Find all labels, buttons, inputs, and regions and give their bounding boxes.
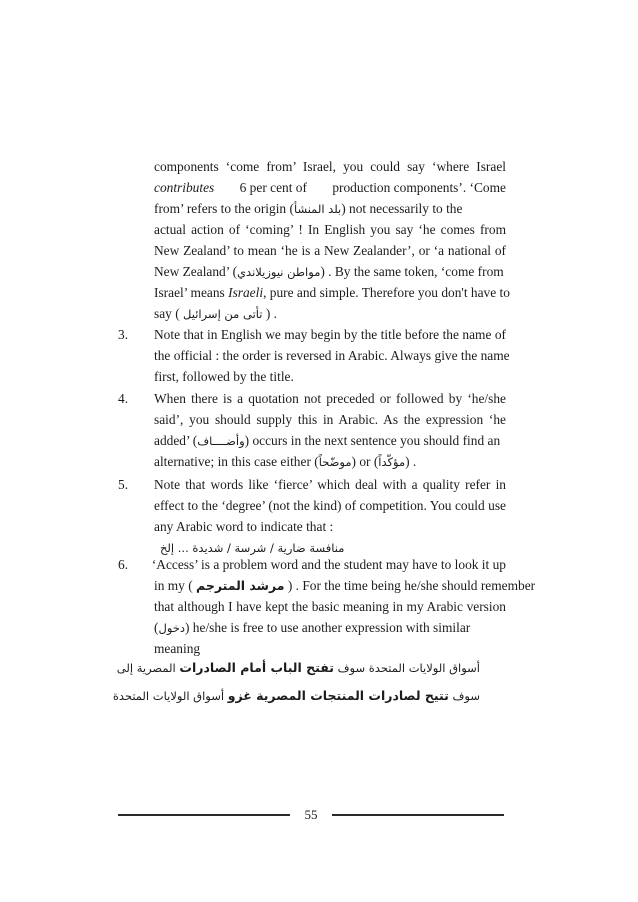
footer-rule-right [332,814,504,816]
list-item-4 [118,388,506,472]
list-item-5 [118,474,506,558]
arabic-fragment: أسواق الولايات المتحدة سوف [333,661,480,675]
italic-word: contributes [154,180,215,195]
page-footer [118,805,504,825]
text-line: any Arabic word to indicate that : [154,519,334,534]
list-item-3 [118,324,510,387]
page-number: 55 [304,807,318,822]
text-fragment: ) . For the time being he/she should remember [284,578,536,593]
text-line: actual action of ‘coming’ ! In English you say ‘he comes from [154,222,506,237]
arabic-fragment: سوف [448,689,480,703]
footer-rule-left [118,814,290,816]
text-line [118,430,506,451]
arabic-book-title: مرشد المترجم [196,578,285,593]
text-line: components ‘come from’ Israel, you could say ‘where Israel [154,159,506,174]
text-fragment [154,198,462,219]
text-line [118,451,506,472]
text-line [118,177,506,198]
text-fragment: from’ refers to the origin ( [154,201,294,216]
text-line: the official : the order is reversed in Arabic. Always give the name [154,348,510,363]
text-line [118,282,510,303]
text-line [118,261,506,282]
text-fragment: Note that in English we may begin by the title before the name of [154,327,506,342]
item-number: 5. [118,477,129,492]
text-fragment: ) he/she is free to use another expression with similar [185,620,471,635]
text-line [118,388,506,409]
arabic-sentences [112,654,480,710]
text-line: said’, you should supply this in Arabic. As the expression ‘he [154,412,506,427]
text-fragment: , pure and simple. Therefore you don't have to [263,285,510,300]
text-fragment: in my ( [154,578,197,593]
text-line: New Zealand’ to mean ‘he is a New Zealander’, or ‘a national of [154,243,506,258]
item-number: 4. [118,391,129,406]
arabic-term: تأتى من إسرائيل [183,307,263,321]
arabic-emphasis: تفتح الباب أمام الصادرات [179,660,334,675]
text-fragment: added’ ( [154,433,198,448]
text-fragment: ) . By the same token, ‘come from [320,264,504,279]
text-fragment: alternative; in this case either ( [154,454,319,469]
arabic-examples-text: منافسة ضارية / شرسة / شديدة ... إلخ [160,541,345,555]
text-line: effect to the ‘degree’ (not the kind) of competition. You could use [154,498,506,513]
continued-paragraph [118,156,510,324]
arabic-fragment: أسواق الولايات المتحدة [112,689,228,703]
text-fragment: ) or ( [351,454,379,469]
arabic-fragment: المصرية إلى [116,661,180,675]
text-fragment: ( [154,620,159,635]
text-line: that although I have kept the basic meaning in my Arabic version [154,599,506,614]
arabic-sentence-1 [116,654,480,682]
text-fragment: 6 per cent of [239,180,307,195]
list-item-6 [118,554,536,659]
text-fragment: When there is a quotation not preceded or followed by ‘he/she [154,391,506,406]
arabic-emphasis: تتيح لصادرات المنتجات المصرية غزو [227,688,449,703]
arabic-term: بلد المنشأ [293,202,342,216]
arabic-term: مؤكّداً [378,455,406,469]
text-line: meaning [154,641,201,656]
text-line [118,554,506,575]
text-fragment: ‘Access’ is a problem word and the student may have to look it up [151,557,506,572]
text-fragment: ) . [262,306,277,321]
arabic-term: موضّحاً [318,455,352,469]
arabic-term: دخول [158,621,185,635]
text-fragment: ) occurs in the next sentence you should find an [244,433,501,448]
italic-word: Israeli [228,285,264,300]
text-line [118,198,506,219]
item-number: 3. [118,327,129,342]
text-fragment: Note that words like ‘fierce’ which deal with a quality refer in [154,477,506,492]
item-number: 6. [118,557,129,572]
text-fragment: New Zealand’ ( [154,264,238,279]
arabic-term: مواطن نيوزيلاندي [237,265,321,279]
text-line [118,474,506,495]
text-fragment: ) . [405,454,417,469]
text-line [118,303,506,324]
text-fragment: production components’. ‘Come [332,180,506,195]
text-fragment: ) not necessarily to the [341,201,463,216]
text-fragment: say ( [154,306,184,321]
text-line [118,575,536,596]
text-fragment: Israel’ means [154,285,229,300]
text-line [118,617,506,638]
arabic-sentence-2 [112,682,480,710]
text-line: first, followed by the title. [154,369,294,384]
text-line [118,324,506,345]
arabic-term: وأضــــاف [197,434,245,448]
